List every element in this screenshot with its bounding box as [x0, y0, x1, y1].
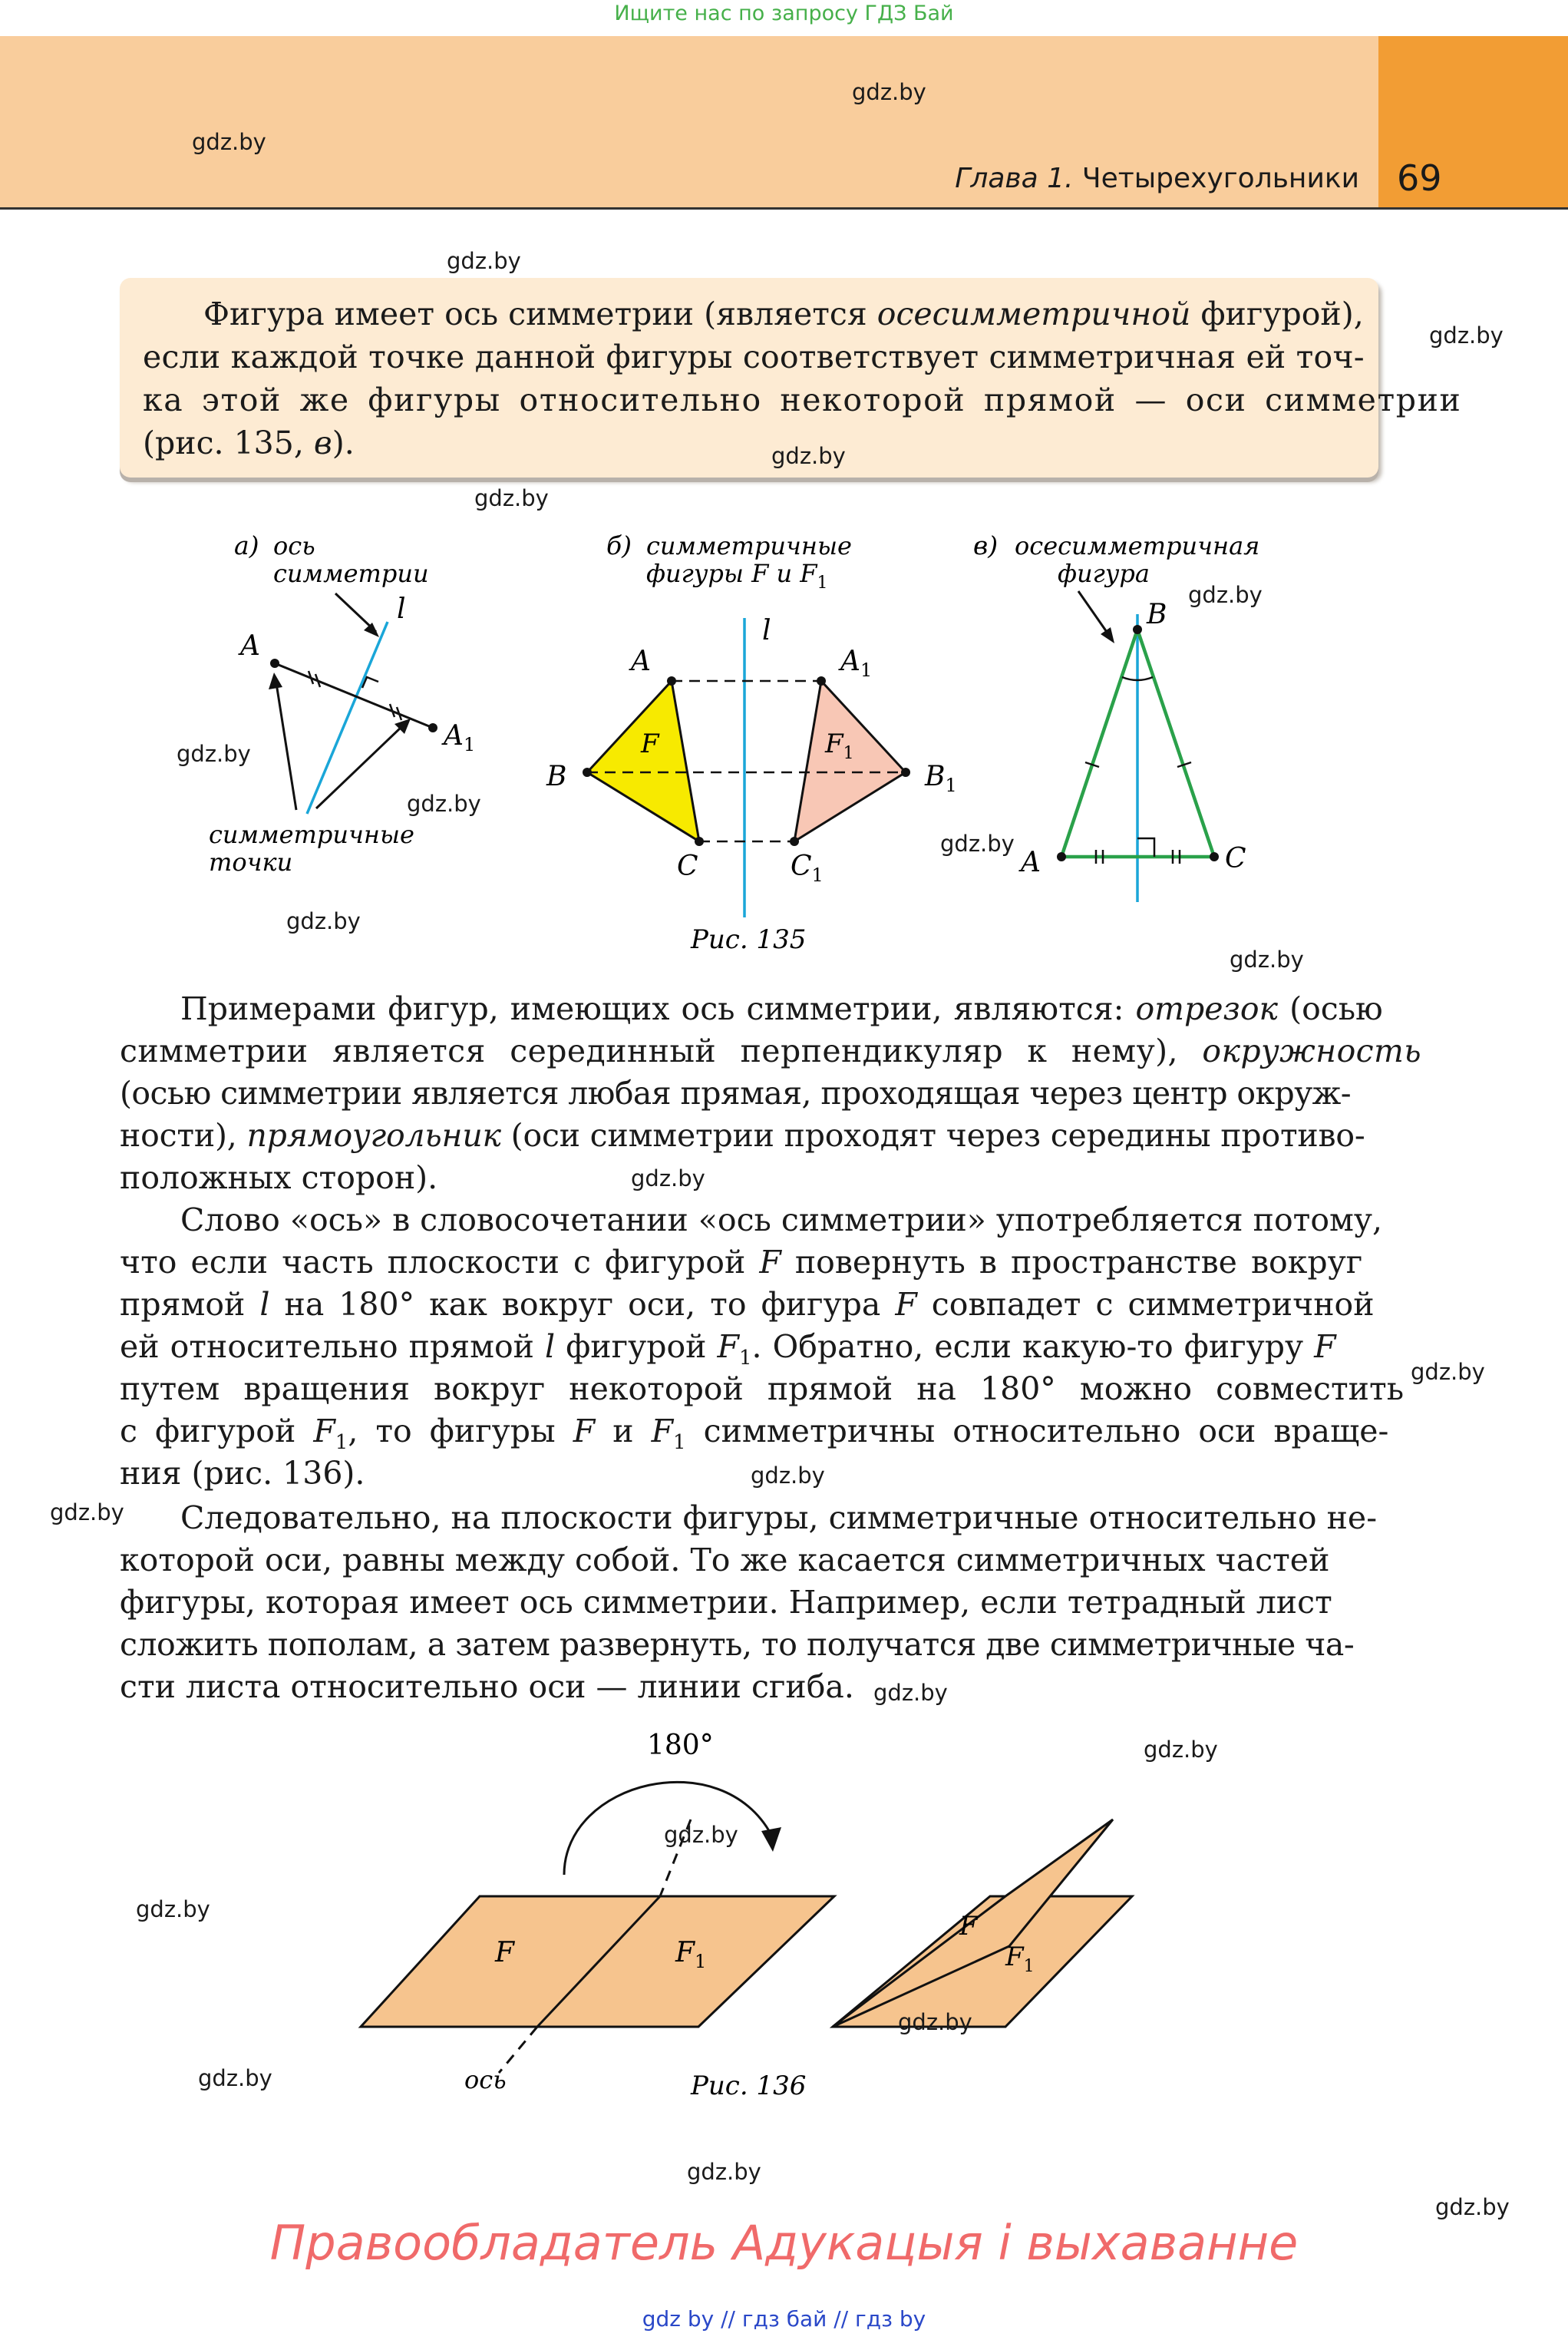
- para1-line-4: ности), прямоугольник (оси симметрии проходят через середины противо-: [120, 1117, 1365, 1154]
- para2-line-7: ния (рис. 136).: [120, 1455, 365, 1492]
- fig135-b-B1: $B_1$: [925, 761, 957, 796]
- fig135-a-points-caption-1: симметричные: [209, 820, 414, 849]
- fig135-b-A: A: [631, 646, 651, 677]
- footer-links[interactable]: gdz by // гдз бай // гдз by: [642, 2306, 926, 2332]
- para2-line-2: что если часть плоскости с фигурой F повернуть в пространстве вокруг: [120, 1244, 1363, 1281]
- fig135-b-A1: $A_1$: [840, 646, 873, 681]
- definition-line-3: ка этой же фигуры относительно некоторой прямой — оси симметрии: [143, 382, 1462, 418]
- point-A: [270, 659, 279, 668]
- point-A: [667, 676, 676, 686]
- points-pointer-right: [316, 726, 402, 808]
- rotation-arrowhead-icon: [761, 1827, 781, 1852]
- arrowhead-icon: [364, 623, 379, 637]
- watermark: gdz.by: [136, 1896, 210, 1922]
- symmetry-axis-line: [307, 622, 388, 814]
- watermark: gdz.by: [177, 741, 251, 767]
- para2-line-3: прямой l на 180° как вокруг оси, то фигура F совпадет с симметричной: [120, 1286, 1375, 1323]
- fig135-v-caption-2: фигура: [1058, 559, 1150, 588]
- fig135-v-C: C: [1225, 843, 1246, 874]
- chapter-label: Глава 1.: [955, 163, 1074, 194]
- watermark: gdz.by: [192, 129, 266, 155]
- para2-line-1: Слово «ось» в словосочетании «ось симметрии» употребляется потому,: [180, 1201, 1383, 1238]
- watermark: gdz.by: [940, 831, 1015, 857]
- fig135-a-points-caption-2: точки: [209, 848, 293, 877]
- fig135-b-l: l: [762, 615, 771, 646]
- arrowhead-icon: [269, 673, 282, 689]
- watermark: gdz.by: [1411, 1359, 1485, 1385]
- page-number: 69: [1397, 157, 1442, 199]
- watermark: gdz.by: [1188, 582, 1263, 608]
- fig135-b: [546, 530, 957, 955]
- watermark: gdz.by: [687, 2159, 761, 2185]
- fig135-v-A: A: [1021, 847, 1041, 878]
- fig135-v-B: B: [1147, 599, 1167, 630]
- fig135-b-label: б): [606, 530, 632, 560]
- chapter-heading: [955, 163, 1359, 194]
- para3-line-4: сложить пополам, а затем развернуть, то получатся две симметричные ча-: [120, 1626, 1355, 1663]
- para1-line-3: (осью симметрии является любая прямая, проходящая через центр окруж-: [120, 1075, 1352, 1112]
- para2-line-5: путем вращения вокруг некоторой прямой на 180° можно совместить: [120, 1370, 1405, 1407]
- figure-pointer-arrow: [1078, 591, 1108, 634]
- fig136-folded-F1: $F_1$: [1005, 1942, 1035, 1976]
- para3-line-2: которой оси, равны между собой. То же касается симметричных частей: [120, 1542, 1330, 1578]
- def-text: Фигура имеет ось симметрии (является: [203, 296, 877, 332]
- chapter-title: Четырехугольники: [1081, 163, 1359, 194]
- point-B1: [901, 768, 910, 777]
- points-pointer-left: [276, 683, 296, 810]
- watermark: gdz.by: [50, 1499, 124, 1525]
- watermark: gdz.by: [286, 908, 361, 934]
- definition-line-1: [203, 296, 1364, 332]
- watermark: gdz.by: [198, 2065, 272, 2091]
- para3-line-3: фигуры, которая имеет ось симметрии. Например, если тетрадный лист: [120, 1584, 1332, 1621]
- top-search-link[interactable]: Ищите нас по запросу ГДЗ Бай: [614, 2, 954, 25]
- fig135-v-caption-1: осесимметричная: [1015, 531, 1260, 560]
- fig136-axis-label: ось: [464, 2065, 507, 2094]
- definition-line-4: [143, 425, 355, 461]
- watermark: gdz.by: [407, 791, 481, 817]
- right-angle-mark: [1137, 838, 1154, 857]
- point-C: [1210, 852, 1219, 861]
- point-A1: [817, 676, 826, 686]
- fig135-b-F: F: [641, 729, 659, 759]
- segment-AA1: [275, 663, 433, 728]
- fig135-caption: Рис. 135: [691, 924, 807, 955]
- fig136-angle: 180°: [647, 1730, 714, 1761]
- def-ref: в: [313, 425, 332, 461]
- para1-line-2: симметрии является серединный перпендикуляр к нему), окружность: [120, 1033, 1422, 1069]
- fig135-a-caption-2: симметрии: [273, 559, 429, 588]
- watermark: gdz.by: [1429, 322, 1504, 349]
- watermark: gdz.by: [771, 443, 846, 469]
- para2-line-6: с фигурой $F_1$, то фигуры F и $F_1$ симметричны относительно оси враще-: [120, 1413, 1389, 1455]
- fig135-a-A1: $A_1$: [444, 720, 476, 755]
- para1-line-5: положных сторон).: [120, 1159, 438, 1196]
- para3-line-1: Следовательно, на плоскости фигуры, симметричные относительно не-: [180, 1499, 1378, 1536]
- para2-line-4: ей относительно прямой l фигурой $F_1$. Обратно, если какую-то фигуру F: [120, 1328, 1336, 1370]
- point-B: [1133, 625, 1142, 634]
- watermark: gdz.by: [664, 1822, 738, 1848]
- fig135-b-caption-2: фигуры F и $F_1$: [646, 559, 828, 593]
- figure-135: [0, 491, 1568, 983]
- para3-line-5: сти листа относительно оси — линии сгиба.: [120, 1668, 854, 1705]
- fig135-b-F1: $F_1$: [825, 729, 854, 763]
- watermark: gdz.by: [447, 248, 521, 274]
- header-rule: [0, 207, 1568, 210]
- point-A: [1057, 852, 1066, 861]
- para1-line-1: Примерами фигур, имеющих ось симметрии, являются: отрезок (осью: [180, 990, 1383, 1027]
- fig135-a-caption-1: ось: [273, 531, 315, 560]
- fig135-a-label: а): [234, 530, 259, 560]
- watermark: gdz.by: [873, 1680, 948, 1706]
- arrowhead-icon: [1101, 627, 1114, 643]
- def-text: (рис. 135,: [143, 425, 314, 461]
- fig135-a: [209, 530, 475, 877]
- fig135-a-A: A: [240, 630, 260, 662]
- fig135-b-caption-1: симметричные: [646, 531, 852, 560]
- point-C: [695, 837, 704, 846]
- fig135-b-C: C: [677, 851, 698, 882]
- copyright-holder: Правообладатель Адукацыя і выхаванне: [269, 2215, 1299, 2271]
- fig135-b-B: B: [546, 761, 567, 792]
- fig136-F: F: [495, 1937, 514, 1968]
- fig135-v-label: в): [973, 530, 999, 560]
- watermark: gdz.by: [1230, 947, 1304, 973]
- point-C1: [790, 837, 799, 846]
- watermark: gdz.by: [1144, 1737, 1218, 1763]
- watermark: gdz.by: [474, 485, 549, 511]
- watermark: gdz.by: [1435, 2194, 1510, 2220]
- figure-F-yellow: [587, 681, 699, 841]
- fig135-b-C1: $C_1$: [791, 851, 824, 886]
- def-text: ).: [332, 425, 355, 461]
- def-text: фигурой),: [1190, 296, 1364, 332]
- definition-line-2: если каждой точке данной фигуры соответствует симметричная ей точ-: [143, 339, 1365, 375]
- fig136-F1: $F_1$: [675, 1937, 707, 1972]
- fig136-folded-F: F: [959, 1911, 978, 1942]
- def-term: осесимметричной: [876, 296, 1191, 332]
- watermark: gdz.by: [852, 79, 926, 105]
- watermark: gdz.by: [631, 1165, 705, 1191]
- fig136-caption: Рис. 136: [691, 2071, 807, 2101]
- fig135-a-l: l: [397, 593, 406, 625]
- watermark: gdz.by: [898, 2009, 972, 2035]
- point-A1: [428, 723, 437, 732]
- watermark: gdz.by: [751, 1462, 825, 1489]
- point-B: [583, 768, 592, 777]
